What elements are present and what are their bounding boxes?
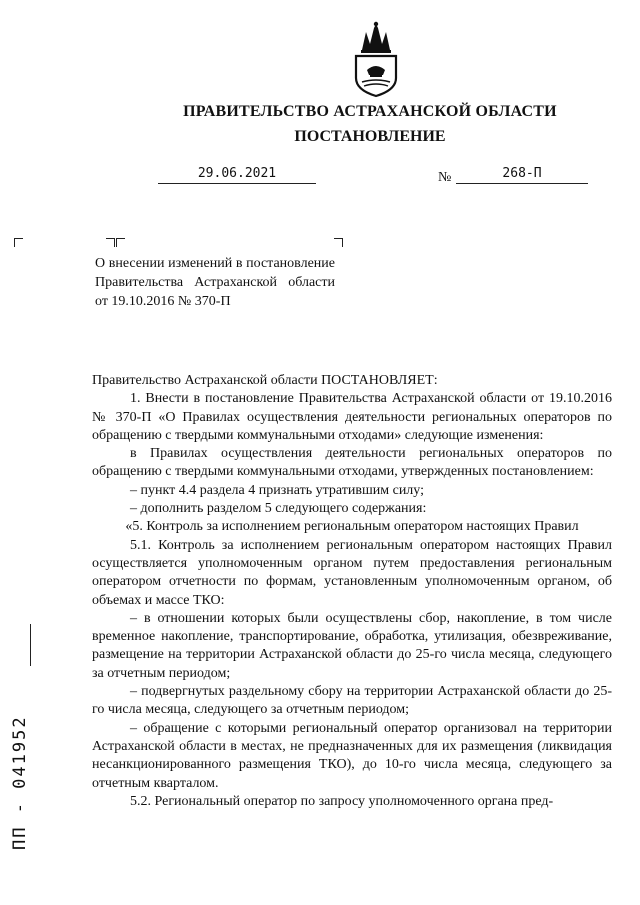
document-number: 268-П [456, 166, 588, 184]
margin-line [30, 624, 31, 666]
body-paragraph: – обращение с которыми региональный оператор организовал на территории Астраханской области в местах, не предназначенных для их размещения (ликвидация несанкционированного размещения ТКО), до 10-го числа месяца, следующего за отчетным кварталом. [92, 720, 612, 791]
coat-of-arms-icon [352, 20, 400, 98]
corner-mark [106, 238, 115, 247]
body-paragraph: – подвергнутых раздельному сбору на территории Астраханской области до 25-го числа месяца, следующего за отчетным периодом; [92, 684, 612, 718]
body-paragraph: – в отношении которых были осуществлены сбор, накопление, в том числе временное накопление, транспортирование, обработка, утилизация, обезвреживание, размещение на территории Астраханской области до 25-го числа месяца, следующего за отчетным периодом; [92, 610, 612, 681]
document-subject: О внесении изменений в постановление Правительства Астраханской области от 19.10.2016 № 370-П [95, 256, 335, 309]
corner-mark [14, 238, 23, 247]
number-label: № [438, 170, 452, 185]
corner-mark [116, 238, 125, 247]
body-paragraph: – пункт 4.4 раздела 4 признать утратившим силу; [130, 482, 424, 498]
body-paragraph: в Правилах осуществления деятельности региональных операторов по обращению с твердыми коммунальными отходами, утвержденных постановлением: [92, 446, 612, 480]
section-heading: «5. Контроль за исполнением региональным оператором настоящих Правил [125, 519, 579, 535]
government-title: ПРАВИТЕЛЬСТВО АСТРАХАНСКОЙ ОБЛАСТИ [183, 103, 557, 120]
corner-mark [334, 238, 343, 247]
body-paragraph: 1. Внести в постановление Правительства Астраханской области от 19.10.2016 № 370-П «О Правилах осуществления деятельности региональных операторов по обращению с твердыми коммунальными отходами» следующие изменения: [92, 391, 612, 443]
body-paragraph: – дополнить разделом 5 следующего содержания: [130, 501, 427, 517]
body-paragraph: 5.2. Региональный оператор по запросу уполномоченного органа пред- [130, 793, 554, 809]
document-date: 29.06.2021 [158, 166, 316, 184]
body-paragraph: 5.1. Контроль за исполнением региональным оператором настоящих Правил осуществляется уполномоченным органом путем предоставления региональным оператором отчетности по формам, установленным уполномоченным органом, об объемах и массе ТКО: [92, 537, 612, 608]
document-body [92, 372, 612, 811]
body-paragraph: Правительство Астраханской области ПОСТАНОВЛЯЕТ: [92, 373, 438, 388]
serial-stamp: ПП - 041952 [10, 715, 30, 850]
document-type: ПОСТАНОВЛЕНИЕ [294, 128, 446, 145]
